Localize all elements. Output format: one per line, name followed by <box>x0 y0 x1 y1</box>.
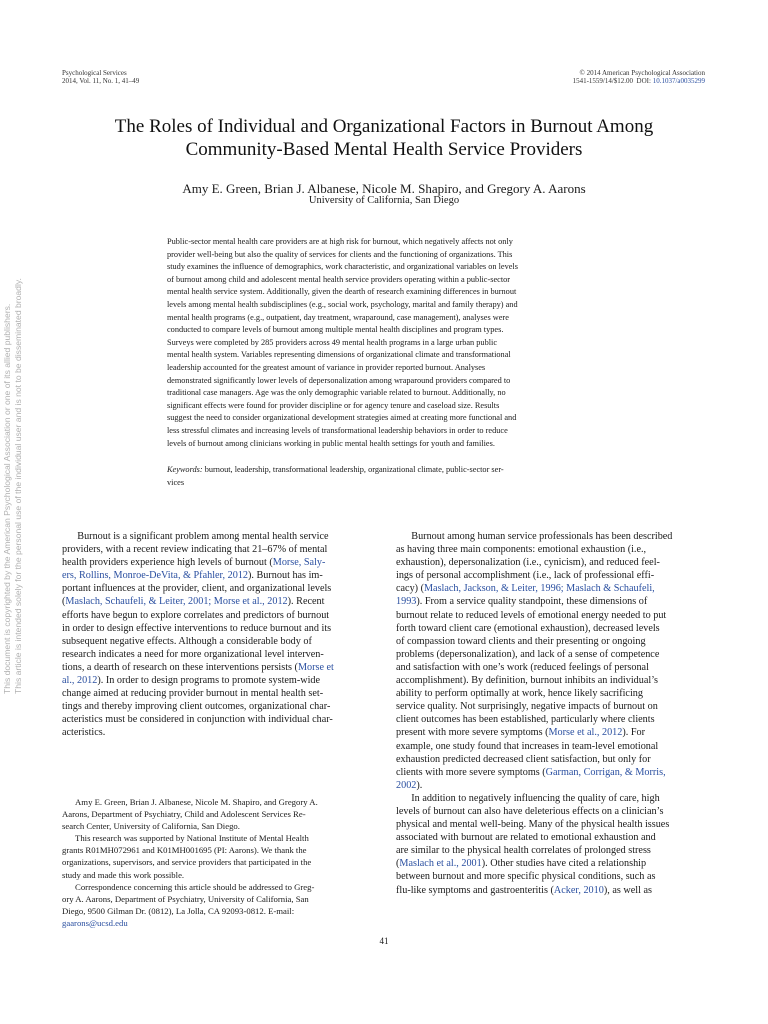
side-notice-line: This article is intended solely for the personal use of the individual user and is not to be disseminated broadly. <box>13 278 23 694</box>
citation-link[interactable]: Maslach, Schaufeli, & Leiter, 2001; Morse et al., 2012 <box>65 596 288 608</box>
body-line <box>396 687 710 700</box>
text-run: Amy E. Green, Brian J. Albanese, Nicole M. Shapiro, and Gregory A. <box>62 797 318 807</box>
body-line <box>396 766 710 779</box>
text-run: search Center, University of California, San Diego. <box>62 821 240 832</box>
text-run: in order to design effective interventions to reduce burnout and its <box>62 622 332 634</box>
text-run: study and made this work possible. <box>62 869 185 880</box>
body-line <box>62 609 376 622</box>
text-run: of compassion toward clients and their presenting or ongoing <box>396 635 646 647</box>
text-run: ability to perform optimally at work, hence likely sacrificing <box>396 688 643 700</box>
abstract-line: study examines the influence of demographics, work characteristic, and organizational variables on levels <box>167 262 518 272</box>
abstract-line: Public-sector mental health care providers are at high risk for burnout, which negatively affects not only <box>167 237 513 246</box>
text-run: subsequent negative effects. Although a considerable body of <box>62 635 312 647</box>
text-run: and satisfaction with one’s work (reduced feelings of personal <box>396 661 649 673</box>
abstract-line: mental health system. Variables representing dimensions of organizational climate and transformational <box>167 350 511 360</box>
text-run: associated with burnout are related to emotional exhaustion and <box>396 832 656 844</box>
author-note-line <box>62 844 376 856</box>
text-run: acteristics must be considered in conjunction with individual char- <box>62 714 333 726</box>
abstract-line: traditional case managers. Age was the only demographic variable related to burnout. Additionally, no <box>167 388 506 398</box>
text-run: accomplishment). By definition, burnout inhibits an individual’s <box>396 675 659 687</box>
doi-label: DOI: <box>636 77 651 85</box>
body-line <box>396 779 710 792</box>
abstract <box>167 236 602 450</box>
body-line <box>396 753 710 766</box>
text-run: portant influences at the provider, client, and organizational levels <box>62 583 332 595</box>
text-run: tings and thereby improving client outcomes, organizational char- <box>62 701 331 713</box>
text-run: ). For <box>622 727 645 739</box>
text-run: organizations, supervisors, and service providers that participated in the <box>62 857 312 868</box>
text-run: tions, a dearth of research on these interventions persists ( <box>62 661 298 673</box>
author-note-line <box>62 881 376 893</box>
body-line <box>396 726 710 739</box>
body-line <box>396 870 710 883</box>
body-line <box>396 740 710 753</box>
abstract-line: less stressful climates and increasing levels of transformational leadership behaviors in order to reduce <box>167 425 508 435</box>
body-line <box>396 792 710 805</box>
author-note-line <box>62 869 376 881</box>
body-line <box>62 569 376 582</box>
text-run: ory A. Aarons, Department of Psychiatry, University of California, San <box>62 893 309 904</box>
text-run: ). Other studies have cited a relationship <box>481 858 647 870</box>
body-line <box>396 648 710 661</box>
body-line <box>62 700 376 713</box>
author-note-line <box>62 796 376 808</box>
text-run: Aarons, Department of Psychiatry, Child and Adolescent Services Re- <box>62 809 306 820</box>
running-header-right <box>573 69 705 85</box>
body-line <box>396 844 710 857</box>
text-run: grants R01MH072961 and K01MH001695 (PI: Aarons). We thank the <box>62 845 307 856</box>
text-run: efforts have begun to explore correlates and predictors of burnout <box>62 609 330 621</box>
body-line <box>62 687 376 700</box>
text-run: ings of personal accomplishment (i.e., lack of professional effi- <box>396 570 655 582</box>
citation-link[interactable]: gaarons@ucsd.edu <box>62 917 128 928</box>
author-note-line <box>62 905 376 917</box>
side-notice-line: This document is copyrighted by the American Psychological Association or one of its allied publishers. <box>2 303 12 694</box>
citation-link[interactable]: Maslach, Jackson, & Leiter, 1996; Maslach & Schaufeli, <box>424 583 655 595</box>
author-note-line <box>62 808 376 820</box>
text-run: as having three main components: emotional exhaustion (i.e., <box>396 544 647 556</box>
body-line <box>62 530 376 543</box>
citation-link[interactable]: ers, Rollins, Monroe-DeVita, & Pfahler, 2012 <box>62 570 249 582</box>
keywords-line: vices <box>167 477 185 487</box>
text-run: ). Burnout has im- <box>248 570 323 582</box>
body-line <box>396 805 710 818</box>
text-run: ). Recent <box>287 596 325 608</box>
text-run: acteristics. <box>62 727 106 739</box>
body-line <box>396 569 710 582</box>
text-run: ), as well as <box>603 884 652 896</box>
text-run: ). From a service quality standpoint, these dimensions of <box>416 596 648 608</box>
body-line <box>62 543 376 556</box>
body-column-right <box>396 530 710 897</box>
body-line <box>396 595 710 608</box>
citation-link[interactable]: al., 2012 <box>62 675 98 687</box>
text-run: ). <box>416 779 423 791</box>
body-line <box>396 818 710 831</box>
issn: 1541-1559/14/$12.00 <box>572 77 634 85</box>
citation-link[interactable]: Acker, 2010 <box>553 884 604 896</box>
text-run: Burnout among human service professionals has been described <box>396 531 673 542</box>
citation-link[interactable]: Morse, Saly- <box>272 557 326 569</box>
abstract-line: provider well-being but also the quality of services for clients and the functioning of organizations. This <box>167 249 513 259</box>
citation-link[interactable]: Maslach et al., 2001 <box>399 858 482 870</box>
text-run: health providers experience high levels of burnout ( <box>62 557 273 569</box>
abstract-line: Surveys were completed by 285 providers across 49 mental health programs in a large urban public <box>167 337 498 347</box>
issn-doi-line <box>573 77 705 85</box>
text-run: change aimed at reducing provider burnout in mental health set- <box>62 688 324 700</box>
citation-link[interactable]: Garman, Corrigan, & Morris, <box>545 766 666 778</box>
text-run: between burnout and more specific physical conditions, such as <box>396 871 656 883</box>
text-run: problems (depersonalization), and lack of a sense of competence <box>396 648 660 660</box>
keywords <box>167 464 602 489</box>
abstract-line: leadership accounted for the greatest amount of variance in provider reported burnout. Analyses <box>167 362 486 372</box>
body-line <box>396 661 710 674</box>
body-line <box>62 622 376 635</box>
body-line <box>396 884 710 897</box>
body-line <box>62 595 376 608</box>
text-run: cacy) ( <box>396 583 424 595</box>
author-list: Amy E. Green, Brian J. Albanese, Nicole M. Shapiro, and Gregory A. Aarons <box>182 181 586 196</box>
text-run: In addition to negatively influencing the quality of care, high <box>396 792 660 804</box>
citation-link[interactable]: Morse et <box>297 661 334 673</box>
running-header-left <box>62 69 139 85</box>
abstract-line: suggest the need to consider organizational development strategies aimed at creating more functional and <box>167 413 517 423</box>
body-line <box>396 674 710 687</box>
title-line: Community-Based Mental Health Service Providers <box>185 139 583 160</box>
body-line <box>62 556 376 569</box>
text-run: burnout relate to reduced levels of emotional energy needed to put <box>396 609 667 621</box>
text-run: Diego, 9500 Gilman Dr. (0812), La Jolla, CA 92093-0812. E-mail: <box>62 905 295 916</box>
text-run: are similar to the physical health correlates of prolonged stress <box>396 845 651 857</box>
abstract-line: levels of burnout among clinicians working in public mental health settings for youth and families. <box>167 438 495 448</box>
text-run: providers, with a recent review indicating that 21–67% of mental <box>62 544 328 556</box>
citation-link[interactable]: Morse et al., 2012 <box>548 727 623 739</box>
text-run: exhaustion predicted decreased client satisfaction, but only for <box>396 753 651 765</box>
text-run: flu-like symptoms and gastroenteritis ( <box>396 884 554 896</box>
body-line <box>396 831 710 844</box>
author-note-line <box>62 917 376 929</box>
abstract-line: significant effects were found for provider discipline or for agency tenure and caseload size. Results <box>167 400 500 410</box>
abstract-line: of burnout among child and adolescent mental health service providers operating within a public-sector <box>167 274 511 284</box>
body-line <box>396 582 710 595</box>
text-run: This research was supported by National Institute of Mental Health <box>62 833 309 844</box>
text-run: clients with more severe symptoms ( <box>396 766 546 778</box>
body-line <box>396 530 710 543</box>
affiliation: University of California, San Diego <box>308 195 460 206</box>
author-note-line <box>62 856 376 868</box>
abstract-line: levels among mental health subdisciplines (e.g., social work, psychology, marital and family therapy) and <box>167 299 518 309</box>
body-line <box>396 713 710 726</box>
copyright-side-notice <box>2 274 38 694</box>
text-run: client outcomes has been established, particularly where clients <box>396 714 655 726</box>
text-run: ). In order to design programs to promote system-wide <box>97 675 321 687</box>
page-number: 41 <box>379 936 389 946</box>
citation-link[interactable]: 1993 <box>396 596 417 608</box>
keywords-label: Keywords: <box>167 465 203 474</box>
text-run: physical and mental well-being. Many of the physical health issues <box>396 819 670 831</box>
abstract-line: mental health service system. Additionally, given the dearth of research examining differences in burnout <box>167 287 517 297</box>
title-line: The Roles of Individual and Organizational Factors in Burnout Among <box>114 116 654 137</box>
author-note-line <box>62 893 376 905</box>
abstract-line: mental health programs (e.g., outpatient, day treatment, wraparound, case management), analyses were <box>167 312 509 322</box>
body-line <box>62 713 376 726</box>
body-line <box>62 635 376 648</box>
body-line <box>62 661 376 674</box>
author-note <box>62 796 376 929</box>
text-run: example, one study found that increases in team-level emotional <box>396 740 659 752</box>
body-line <box>62 648 376 661</box>
text-run: exhaustion), depersonalization (i.e., cynicism), and reduced feel- <box>396 557 660 569</box>
body-line <box>396 700 710 713</box>
body-line <box>396 556 710 569</box>
text-run: Burnout is a significant problem among mental health service <box>62 531 329 542</box>
text-run: present with more severe symptoms ( <box>396 727 549 739</box>
body-line <box>396 609 710 622</box>
keywords-text: burnout, leadership, transformational leadership, organizational climate, public-sector ser- <box>202 465 504 474</box>
body-column-left <box>62 530 376 740</box>
copyright-line: © 2014 American Psychological Association <box>579 69 705 77</box>
side-notice-text <box>2 278 24 694</box>
keywords-line <box>167 464 602 477</box>
body-line <box>62 726 376 739</box>
doi-link[interactable]: 10.1037/a0035299 <box>652 77 705 85</box>
body-line <box>396 622 710 635</box>
text-run: research indicates a need for more organizational level interven- <box>62 648 324 660</box>
article-title <box>60 115 708 161</box>
text-run: ( <box>62 596 66 608</box>
text-run: forth toward client care (emotional exhaustion), decreased levels <box>396 622 660 634</box>
abstract-line: demonstrated significantly lower levels of depersonalization among wraparound providers compared to <box>167 375 511 385</box>
abstract-line: conducted to compare levels of burnout among multiple mental health disciplines and program types. <box>167 325 504 335</box>
journal-volume: 2014, Vol. 11, No. 1, 41–49 <box>62 77 140 85</box>
journal-name: Psychological Services <box>62 69 127 77</box>
body-line <box>396 857 710 870</box>
author-note-line <box>62 820 376 832</box>
text-run: Correspondence concerning this article should be addressed to Greg- <box>62 881 315 892</box>
text-run: service quality. Not surprisingly, negative impacts of burnout on <box>396 701 658 713</box>
text-run: levels of burnout can also have deleterious effects on a clinician’s <box>396 805 664 817</box>
body-line <box>396 543 710 556</box>
body-line <box>62 674 376 687</box>
author-note-line <box>62 832 376 844</box>
text-run: ( <box>396 858 400 870</box>
body-line <box>62 582 376 595</box>
body-line <box>396 635 710 648</box>
citation-link[interactable]: 2002 <box>396 779 417 791</box>
